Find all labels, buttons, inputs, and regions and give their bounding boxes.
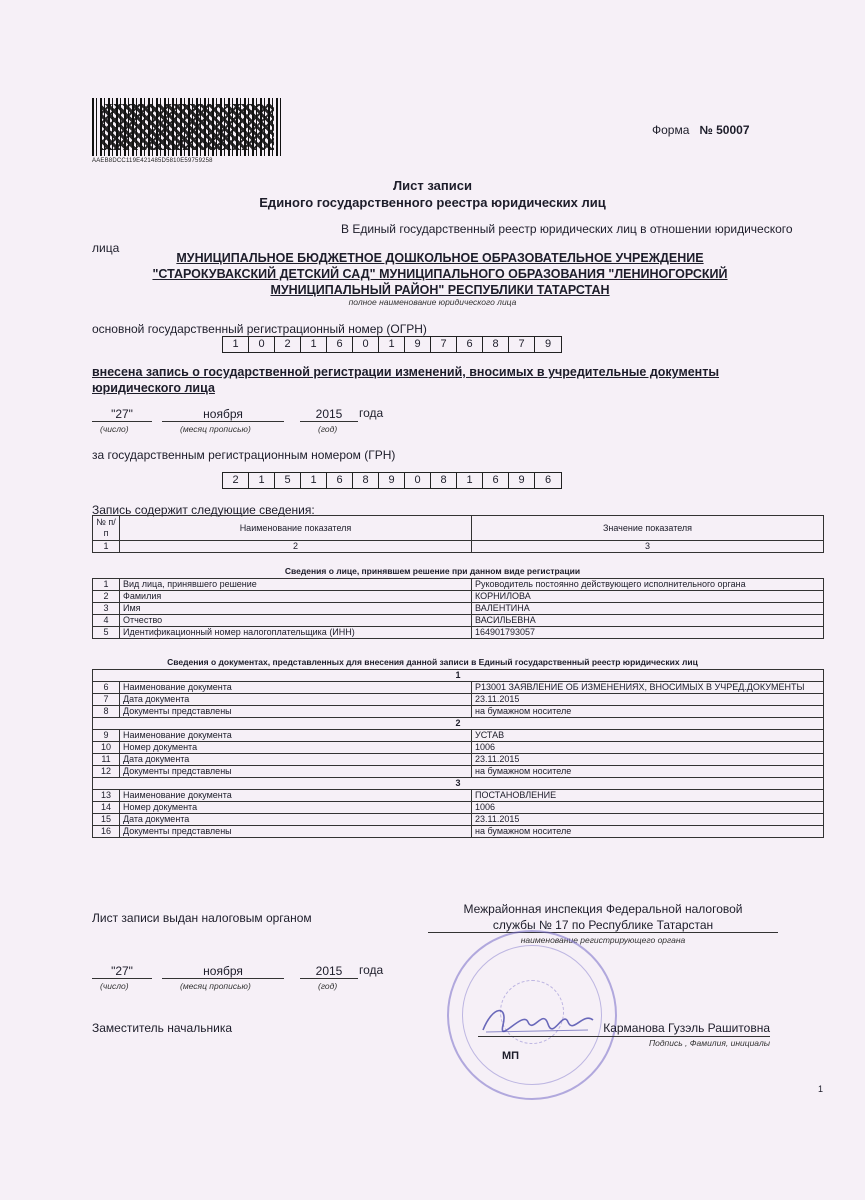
digit-cell: 1 <box>457 473 483 488</box>
table-row <box>93 579 824 591</box>
header-name: Наименование показателя <box>120 516 472 541</box>
form-label <box>652 123 750 137</box>
digit-cell: 1 <box>379 337 405 352</box>
org-name-line2: "СТАРОКУВАКСКИЙ ДЕТСКИЙ САД" МУНИЦИПАЛЬНОГО ОБРАЗОВАНИЯ "ЛЕНИНОГОРСКИЙ <box>152 267 728 281</box>
cell-value: ПОСТАНОВЛЕНИЕ <box>472 790 824 802</box>
table-row <box>93 591 824 603</box>
digit-cell: 6 <box>327 473 353 488</box>
group-label: 1 <box>93 670 824 682</box>
header-c3: 3 <box>472 541 824 553</box>
cell-n: 2 <box>93 591 120 603</box>
cell-name: Отчество <box>120 615 472 627</box>
group-label: 2 <box>93 718 824 730</box>
barcode <box>92 98 282 156</box>
cell-name: Вид лица, принявшего решение <box>120 579 472 591</box>
digit-cell: 9 <box>509 473 535 488</box>
cell-n: 7 <box>93 694 120 706</box>
page-number: 1 <box>818 1084 824 1094</box>
cell-name: Имя <box>120 603 472 615</box>
cell-name: Дата документа <box>120 694 472 706</box>
table-row <box>93 742 824 754</box>
cell-n: 16 <box>93 826 120 838</box>
form-label-text: Форма <box>652 123 690 137</box>
org-name-line3: МУНИЦИПАЛЬНЫЙ РАЙОН" РЕСПУБЛИКИ ТАТАРСТАН <box>270 283 610 297</box>
digit-cell: 1 <box>249 473 275 488</box>
header-num: № п/п <box>93 516 120 541</box>
signer-position: Заместитель начальника <box>92 1021 233 1035</box>
digit-cell: 0 <box>249 337 275 352</box>
intro-prefix: лица <box>92 241 120 255</box>
section2-title: Сведения о документах, представленных для внесения данной записи в Единый государственный реестр юридических лиц <box>167 657 698 667</box>
document-title: Лист записи <box>393 178 472 193</box>
cell-value: 1006 <box>472 802 824 814</box>
digit-cell: 9 <box>405 337 431 352</box>
date2-hint-year: (год) <box>318 981 338 991</box>
digit-cell: 0 <box>353 337 379 352</box>
digit-cell: 7 <box>509 337 535 352</box>
digit-cell: 6 <box>327 337 353 352</box>
cell-value: УСТАВ <box>472 730 824 742</box>
ogrn-label: основной государственный регистрационный номер (ОГРН) <box>92 322 427 336</box>
cell-name: Номер документа <box>120 802 472 814</box>
header-table <box>92 515 824 553</box>
cell-name: Дата документа <box>120 754 472 766</box>
signature-line <box>478 1036 770 1037</box>
table-row <box>93 790 824 802</box>
cell-value: на бумажном носителе <box>472 706 824 718</box>
signer-name: Карманова Гузэль Рашитовна <box>603 1021 770 1035</box>
cell-name: Наименование документа <box>120 682 472 694</box>
group-header-row <box>93 778 824 790</box>
cell-n: 11 <box>93 754 120 766</box>
table-row <box>93 627 824 639</box>
cell-value: 164901793057 <box>472 627 824 639</box>
issued-authority1: Межрайонная инспекция Федеральной налоговой <box>463 902 743 916</box>
header-c1: 1 <box>93 541 120 553</box>
document-subtitle: Единого государственного реестра юридических лиц <box>259 195 606 210</box>
cell-value: 23.11.2015 <box>472 694 824 706</box>
cell-name: Наименование документа <box>120 790 472 802</box>
table-row <box>93 766 824 778</box>
form-number: № 50007 <box>699 123 750 137</box>
date1-year: 2015 <box>300 407 358 422</box>
cell-value: ВАСИЛЬЕВНА <box>472 615 824 627</box>
contains-label: Запись содержит следующие сведения: <box>92 503 315 517</box>
signer-hint: Подпись , Фамилия, инициалы <box>648 1038 770 1048</box>
digit-cell: 8 <box>431 473 457 488</box>
table-row <box>93 814 824 826</box>
cell-value: 23.11.2015 <box>472 754 824 766</box>
cell-n: 3 <box>93 603 120 615</box>
ogrn-cells <box>222 336 562 353</box>
cell-n: 12 <box>93 766 120 778</box>
entry-line1: внесена запись о государственной регистрации изменений, вносимых в учредительные документы <box>92 365 720 379</box>
intro-line1: В Единый государственный реестр юридических лиц в отношении юридического <box>341 222 793 236</box>
date2-day: "27" <box>92 964 152 979</box>
table-row <box>93 802 824 814</box>
table-row <box>93 730 824 742</box>
cell-value: на бумажном носителе <box>472 766 824 778</box>
issued-authority2: службы № 17 по Республике Татарстан <box>428 918 778 933</box>
header-value: Значение показателя <box>472 516 824 541</box>
digit-cell: 6 <box>483 473 509 488</box>
table-row <box>93 754 824 766</box>
cell-value: Р13001 ЗАЯВЛЕНИЕ ОБ ИЗМЕНЕНИЯХ, ВНОСИМЫХ В УЧРЕД.ДОКУМЕНТЫ <box>472 682 824 694</box>
date2-suffix: года <box>359 963 384 977</box>
date2-hint-day: (число) <box>100 981 129 991</box>
digit-cell: 8 <box>353 473 379 488</box>
section2-table <box>92 669 824 838</box>
digit-cell: 1 <box>223 337 249 352</box>
table-row <box>93 682 824 694</box>
table-row <box>93 615 824 627</box>
date2-hint-month: (месяц прописью) <box>180 981 251 991</box>
cell-n: 15 <box>93 814 120 826</box>
section1-table <box>92 578 824 639</box>
table-row <box>93 603 824 615</box>
digit-cell: 6 <box>457 337 483 352</box>
table-row <box>93 694 824 706</box>
date1-hint-month: (месяц прописью) <box>180 424 251 434</box>
cell-name: Наименование документа <box>120 730 472 742</box>
digit-cell: 7 <box>431 337 457 352</box>
barcode-text: AAEB8DCC119E421485D5810E59759258 <box>92 158 213 164</box>
org-name-line1: МУНИЦИПАЛЬНОЕ БЮДЖЕТНОЕ ДОШКОЛЬНОЕ ОБРАЗОВАТЕЛЬНОЕ УЧРЕЖДЕНИЕ <box>176 251 704 265</box>
date1-hint-day: (число) <box>100 424 129 434</box>
digit-cell: 1 <box>301 473 327 488</box>
cell-value: КОРНИЛОВА <box>472 591 824 603</box>
cell-n: 1 <box>93 579 120 591</box>
cell-n: 6 <box>93 682 120 694</box>
grn-cells <box>222 472 562 489</box>
cell-name: Фамилия <box>120 591 472 603</box>
cell-value: на бумажном носителе <box>472 826 824 838</box>
cell-value: ВАЛЕНТИНА <box>472 603 824 615</box>
cell-name: Идентификационный номер налогоплательщика (ИНН) <box>120 627 472 639</box>
issued-authority-hint: наименование регистрирующего органа <box>520 935 686 945</box>
group-label: 3 <box>93 778 824 790</box>
digit-cell: 1 <box>301 337 327 352</box>
digit-cell: 9 <box>379 473 405 488</box>
date2-month: ноября <box>162 964 284 979</box>
stamp-mp: МП <box>502 1050 520 1062</box>
group-header-row <box>93 718 824 730</box>
signature <box>478 1000 598 1040</box>
cell-name: Документы представлены <box>120 706 472 718</box>
cell-value: 23.11.2015 <box>472 814 824 826</box>
group-header-row <box>93 670 824 682</box>
digit-cell: 0 <box>405 473 431 488</box>
date1-suffix: года <box>359 406 384 420</box>
cell-n: 4 <box>93 615 120 627</box>
cell-n: 9 <box>93 730 120 742</box>
cell-n: 8 <box>93 706 120 718</box>
cell-name: Документы представлены <box>120 766 472 778</box>
cell-name: Номер документа <box>120 742 472 754</box>
date1-hint-year: (год) <box>318 424 338 434</box>
section1-title: Сведения о лице, принявшем решение при данном виде регистрации <box>284 566 581 576</box>
cell-n: 5 <box>93 627 120 639</box>
digit-cell: 9 <box>544 338 552 350</box>
cell-name: Дата документа <box>120 814 472 826</box>
table-row <box>93 826 824 838</box>
cell-name: Документы представлены <box>120 826 472 838</box>
cell-n: 10 <box>93 742 120 754</box>
date1-day: "27" <box>92 407 152 422</box>
digit-cell: 6 <box>544 474 552 486</box>
header-c2: 2 <box>120 541 472 553</box>
cell-n: 14 <box>93 802 120 814</box>
entry-text <box>92 364 719 396</box>
org-name-hint: полное наименование юридического лица <box>348 297 517 307</box>
digit-cell: 8 <box>483 337 509 352</box>
date1-month: ноября <box>162 407 284 422</box>
digit-cell: 5 <box>275 473 301 488</box>
digit-cell: 2 <box>223 473 249 488</box>
cell-value: 1006 <box>472 742 824 754</box>
table-row <box>93 706 824 718</box>
issued-label: Лист записи выдан налоговым органом <box>92 911 312 925</box>
grn-label: за государственным регистрационным номером (ГРН) <box>92 448 396 462</box>
entry-line2: юридического лица <box>92 381 215 395</box>
cell-n: 13 <box>93 790 120 802</box>
date2-year: 2015 <box>300 964 358 979</box>
digit-cell: 2 <box>275 337 301 352</box>
cell-value: Руководитель постоянно действующего исполнительного органа <box>472 579 824 591</box>
